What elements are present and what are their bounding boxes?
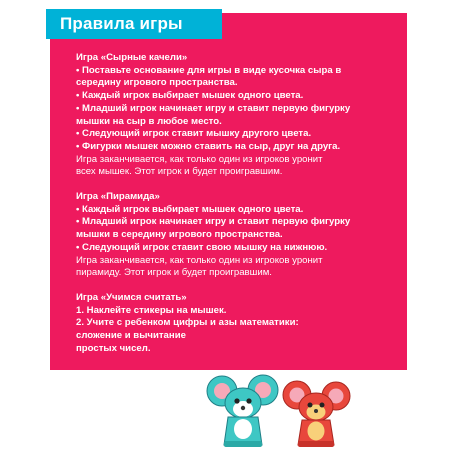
section-title: Игра «Сырные качели» — [76, 52, 188, 63]
rule-line: простых чисел. — [76, 342, 151, 354]
title-bar — [46, 9, 222, 39]
rule-line: • Каждый игрок выбирает мышек одного цвета. — [76, 203, 304, 215]
rule-line: • Поставьте основание для игры в виде кусочка сыра в — [76, 64, 342, 76]
rule-line: • Фигурки мышек можно ставить на сыр, друг на друга. — [76, 140, 341, 152]
rule-line: • Следующий игрок ставит свою мышку на нижнюю. — [76, 241, 328, 253]
section-title: Игра «Учимся считать» — [76, 291, 187, 303]
teal-mouse-icon — [207, 375, 278, 447]
rule-line: • Следующий игрок ставит мышку другого цвета. — [76, 128, 312, 140]
rule-line: пирамиду. Этот игрок и будет проигравшим. — [76, 267, 272, 279]
rule-line: • Каждый игрок выбирает мышек одного цвета. — [76, 90, 304, 102]
rule-line: Игра заканчивается, как только один из игроков уронит — [76, 254, 323, 266]
mice-illustration — [0, 365, 450, 450]
rule-line: • Младший игрок начинает игру и ставит первую фигурку — [76, 102, 351, 114]
rules-content — [76, 52, 398, 367]
section-title: Игра «Пирамида» — [76, 191, 160, 203]
rule-line: середину игрового пространства. — [76, 77, 238, 89]
rule-line: • Младший игрок начинает игру и ставит первую фигурку — [76, 216, 351, 228]
rule-line: 1. Наклейте стикеры на мышек. — [76, 304, 227, 316]
rule-line: всех мышек. Этот игрок и будет проигравшим. — [76, 166, 283, 178]
red-mouse-icon — [283, 381, 350, 447]
rule-line: Игра заканчивается, как только один из игроков уронит — [76, 153, 323, 165]
rule-line: мышки на сыр в любое место. — [76, 115, 222, 127]
rules-section — [76, 52, 398, 179]
card-title: Правила игры — [60, 14, 183, 33]
rules-card — [50, 13, 407, 370]
rule-line: сложение и вычитание — [76, 330, 186, 342]
rules-section — [76, 191, 398, 280]
rule-line: 2. Учите с ребенком цифры и азы математики: — [76, 317, 299, 329]
rule-line: мышки в середину игрового пространства. — [76, 229, 283, 241]
rules-section — [76, 292, 398, 356]
